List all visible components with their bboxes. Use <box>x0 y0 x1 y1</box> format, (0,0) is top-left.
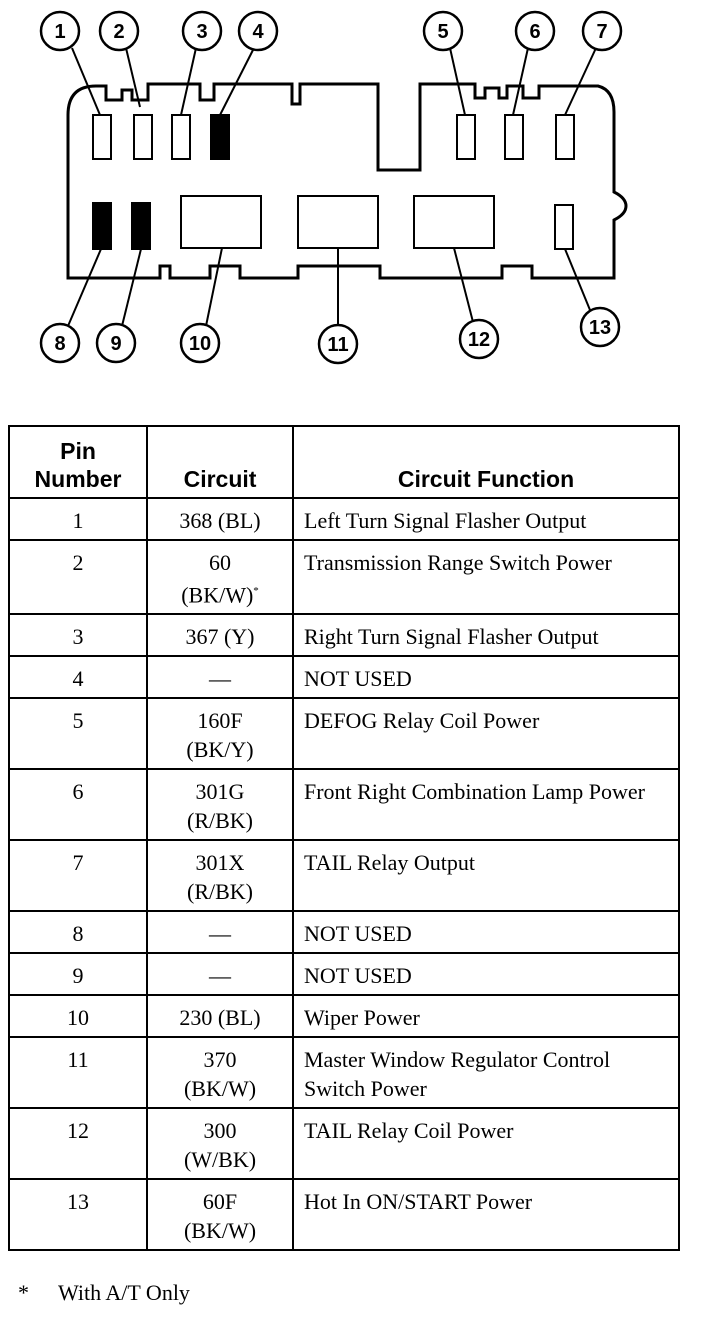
circuit-cell <box>147 911 293 953</box>
pin-cavity-6 <box>505 115 523 159</box>
circuit-cell <box>147 698 293 769</box>
callout-label-7: 7 <box>596 21 608 43</box>
footnote-mark: * <box>253 585 259 597</box>
pin-cavity-11 <box>298 196 378 248</box>
pin-number-cell: 13 <box>9 1179 147 1250</box>
table-row <box>9 840 679 911</box>
pin-cavity-12 <box>414 196 494 248</box>
callout-label-6: 6 <box>529 21 541 43</box>
header-circuit-function: Circuit Function <box>293 426 679 498</box>
pin-number-cell: 6 <box>9 769 147 840</box>
pin-cavity-10 <box>181 196 261 248</box>
callout-label-9: 9 <box>110 333 122 355</box>
circuit-line-2: (R/BK) <box>187 879 253 905</box>
circuit-function-cell: NOT USED <box>293 911 679 953</box>
leader-line-10 <box>206 248 222 326</box>
leader-line-9 <box>122 249 141 326</box>
footnote-marker: * <box>18 1280 29 1305</box>
circuit-line-1: 367 (Y) <box>185 624 255 650</box>
circuit-line-1: 370 <box>203 1047 237 1073</box>
circuit-line-2: (W/BK) <box>183 1147 257 1173</box>
leader-line-12 <box>454 248 473 322</box>
circuit-function-cell: Transmission Range Switch Power <box>293 540 679 614</box>
table-row <box>9 698 679 769</box>
leader-line-4 <box>220 48 254 115</box>
connector-diagram <box>0 0 704 380</box>
circuit-cell <box>147 840 293 911</box>
leader-line-1 <box>72 48 100 115</box>
circuit-cell <box>147 1037 293 1108</box>
circuit-function-cell: Left Turn Signal Flasher Output <box>293 498 679 540</box>
table-row <box>9 953 679 995</box>
callout-label-3: 3 <box>196 21 208 43</box>
leader-line-7 <box>565 48 596 115</box>
circuit-line-1: 300 <box>203 1118 237 1144</box>
circuit-cell <box>147 656 293 698</box>
table-row <box>9 540 679 614</box>
circuit-function-cell: Front Right Combination Lamp Power <box>293 769 679 840</box>
circuit-line-2: (BK/W) <box>183 1218 257 1244</box>
circuit-cell <box>147 1108 293 1179</box>
footnote-text: With A/T Only <box>58 1280 190 1305</box>
callout-label-2: 2 <box>113 21 125 43</box>
circuit-line-1: 60F <box>202 1189 238 1215</box>
circuit-cell <box>147 540 293 614</box>
callout-label-5: 5 <box>437 21 449 43</box>
circuit-line-1: 301X <box>195 850 245 876</box>
pin-number-cell: 7 <box>9 840 147 911</box>
callout-label-4: 4 <box>252 21 264 43</box>
circuit-line-2: (R/BK) <box>187 808 253 834</box>
circuit-cell <box>147 953 293 995</box>
circuit-cell <box>147 1179 293 1250</box>
circuit-line-1: 301G <box>195 779 245 805</box>
circuit-line-1: — <box>209 921 231 947</box>
circuit-line-2: (BK/W) <box>181 582 254 608</box>
circuit-function-cell: DEFOG Relay Coil Power <box>293 698 679 769</box>
pin-cavity-7 <box>556 115 574 159</box>
pin-cavity-13 <box>555 205 573 249</box>
leader-line-6 <box>513 48 528 115</box>
callout-label-8: 8 <box>54 333 66 355</box>
circuit-cell <box>147 614 293 656</box>
callout-label-12: 12 <box>467 329 491 351</box>
pin-number-cell: 11 <box>9 1037 147 1108</box>
pin-number-cell: 2 <box>9 540 147 614</box>
table-row <box>9 911 679 953</box>
header-pin-number: Pin Number <box>9 426 147 498</box>
circuit-function-cell: Right Turn Signal Flasher Output <box>293 614 679 656</box>
table-row <box>9 1179 679 1250</box>
table-row <box>9 769 679 840</box>
circuit-line-1: 60 <box>209 550 231 575</box>
leader-line-3 <box>181 48 196 115</box>
circuit-line-1: — <box>209 666 231 692</box>
pin-cavity-2 <box>134 115 152 159</box>
pin-cavity-5 <box>457 115 475 159</box>
leader-line-8 <box>68 249 101 326</box>
pin-number-cell: 3 <box>9 614 147 656</box>
table-row <box>9 614 679 656</box>
footnote <box>18 1280 190 1306</box>
circuit-line-1: 368 (BL) <box>179 508 261 533</box>
pin-cavity-3 <box>172 115 190 159</box>
circuit-function-cell: Master Window Regulator Control Switch Power <box>293 1037 679 1108</box>
circuit-line-1: 230 (BL) <box>179 1005 261 1031</box>
callout-label-13: 13 <box>588 317 612 339</box>
header-circuit: Circuit <box>147 426 293 498</box>
circuit-cell <box>147 995 293 1037</box>
table-row <box>9 498 679 540</box>
table-row <box>9 656 679 698</box>
circuit-cell <box>147 769 293 840</box>
leader-line-5 <box>450 48 465 115</box>
circuit-line-2: (BK/W) <box>183 1076 257 1102</box>
circuit-line-1: — <box>209 963 231 989</box>
circuit-function-cell: Wiper Power <box>293 995 679 1037</box>
circuit-cell <box>147 498 293 540</box>
pin-number-cell: 5 <box>9 698 147 769</box>
circuit-function-cell: TAIL Relay Coil Power <box>293 1108 679 1179</box>
table-header-row <box>9 426 679 498</box>
callout-label-11: 11 <box>327 334 349 356</box>
circuit-function-cell: NOT USED <box>293 656 679 698</box>
table-row <box>9 1037 679 1108</box>
pin-cavity-4 <box>211 115 229 159</box>
circuit-line-1: 160F <box>197 708 243 734</box>
callout-label-1: 1 <box>54 21 66 43</box>
pin-table <box>8 425 680 1251</box>
circuit-function-cell: TAIL Relay Output <box>293 840 679 911</box>
pin-number-cell: 10 <box>9 995 147 1037</box>
pin-number-cell: 4 <box>9 656 147 698</box>
circuit-function-cell: Hot In ON/START Power <box>293 1179 679 1250</box>
pin-number-cell: 12 <box>9 1108 147 1179</box>
table-row <box>9 995 679 1037</box>
callout-label-10: 10 <box>188 333 212 355</box>
pin-number-cell: 8 <box>9 911 147 953</box>
table-row <box>9 1108 679 1179</box>
pin-cavity-1 <box>93 115 111 159</box>
circuit-line-2: (BK/Y) <box>186 737 254 763</box>
pin-number-cell: 1 <box>9 498 147 540</box>
pin-number-cell: 9 <box>9 953 147 995</box>
pin-cavity-9 <box>132 203 150 249</box>
circuit-function-cell: NOT USED <box>293 953 679 995</box>
pin-cavity-8 <box>93 203 111 249</box>
